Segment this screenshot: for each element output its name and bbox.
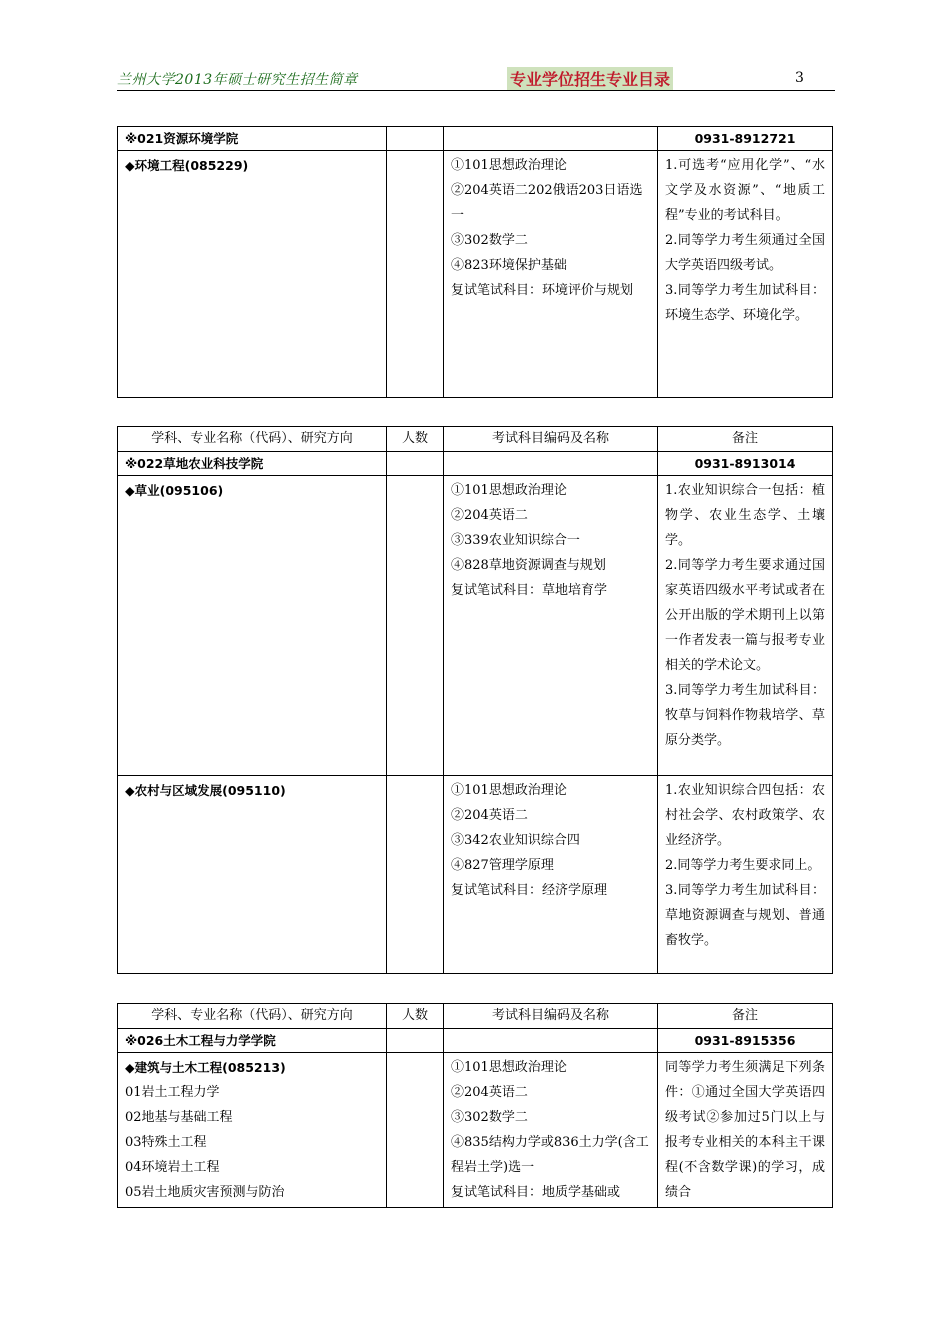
major-name: ◆草业(095106)	[125, 483, 224, 498]
quota-cell	[387, 452, 444, 476]
major-row	[118, 1053, 833, 1208]
college-name: ※026土木工程与力学学院	[118, 1029, 387, 1053]
college-phone: 0931-8915356	[658, 1029, 833, 1053]
exam-item: ②204英语二202俄语203日语选一	[451, 183, 643, 223]
exam-subjects	[444, 776, 658, 974]
header-exams: 考试科目编码及名称	[444, 1004, 658, 1029]
exam-item: 复试笔试科目：草地培育学	[451, 583, 608, 598]
exam-item: 复试笔试科目：经济学原理	[451, 883, 608, 898]
remarks	[658, 476, 833, 776]
research-direction: 01岩土工程力学	[125, 1085, 220, 1100]
section-table-021	[117, 126, 833, 398]
quota-cell	[387, 776, 444, 974]
major-cell	[118, 151, 387, 398]
remark-item: 1.农业知识综合四包括：农村社会学、农村政策学、农业经济学。	[665, 783, 825, 848]
college-phone: 0931-8913014	[658, 452, 833, 476]
remark-item: 3.同等学力考生加试科目：环境生态学、环境化学。	[665, 283, 825, 323]
remark-item: 1.农业知识综合一包括：植物学、农业生态学、土壤学。	[665, 483, 825, 548]
college-row	[118, 452, 833, 476]
table-header-row	[118, 427, 833, 452]
exam-item: ③302数学二	[451, 1110, 528, 1125]
exam-item: ②204英语二	[451, 808, 528, 823]
exam-subjects	[444, 1053, 658, 1208]
quota-cell	[387, 127, 444, 151]
quota-cell	[387, 476, 444, 776]
page-header	[117, 66, 835, 91]
remarks	[658, 151, 833, 398]
remark-item: 同等学力考生须满足下列条件：①通过全国大学英语四级考试②参加过5门以上与报考专业相关的本科主干课程(不含数学课)的学习，成绩合	[665, 1060, 825, 1200]
college-phone: 0931-8912721	[658, 127, 833, 151]
brochure-title: 兰州大学2013年硕士研究生招生简章	[117, 72, 358, 88]
exam-subjects	[444, 476, 658, 776]
header-quota: 人数	[387, 427, 444, 452]
research-direction: 05岩土地质灾害预测与防治	[125, 1185, 285, 1200]
exam-item: ②204英语二	[451, 1085, 528, 1100]
major-name: ◆环境工程(085229)	[125, 158, 249, 173]
exam-item: ④823环境保护基础	[451, 258, 567, 273]
table-header-row	[118, 1004, 833, 1029]
remark-item: 2.同等学力考生要求通过国家英语四级水平考试或者在公开出版的学术期刊上以第一作者发表一篇与报考专业相关的学术论文。	[665, 558, 825, 673]
college-row	[118, 127, 833, 151]
major-row	[118, 476, 833, 776]
remarks	[658, 1053, 833, 1208]
header-quota: 人数	[387, 1004, 444, 1029]
college-row	[118, 1029, 833, 1053]
exam-item: ①101思想政治理论	[451, 1060, 567, 1075]
header-remarks: 备注	[658, 1004, 833, 1029]
exam-item: 复试笔试科目：地质学基础或	[451, 1185, 621, 1200]
college-name: ※022草地农业科技学院	[118, 452, 387, 476]
remark-item: 1.可选考“应用化学”、“水文学及水资源”、“地质工程”专业的考试科目。	[665, 158, 825, 223]
research-direction: 03特殊土工程	[125, 1135, 207, 1150]
section-table-026	[117, 1003, 833, 1208]
remark-item: 2.同等学力考生要求同上。	[665, 858, 821, 873]
header-remarks: 备注	[658, 427, 833, 452]
exam-subjects	[444, 151, 658, 398]
major-cell	[118, 476, 387, 776]
remark-item: 3.同等学力考生加试科目：牧草与饲料作物栽培学、草原分类学。	[665, 683, 825, 748]
quota-cell	[387, 1053, 444, 1208]
major-cell	[118, 1053, 387, 1208]
exam-item: ③342农业知识综合四	[451, 833, 580, 848]
major-row	[118, 776, 833, 974]
catalog-title: 专业学位招生专业目录	[507, 67, 673, 90]
exam-cell	[444, 452, 658, 476]
major-cell	[118, 776, 387, 974]
section-table-022	[117, 426, 833, 974]
quota-cell	[387, 1029, 444, 1053]
exam-cell	[444, 1029, 658, 1053]
exam-item: ④835结构力学或836土力学(含工程岩土学)选一	[451, 1135, 649, 1175]
exam-item: ①101思想政治理论	[451, 483, 567, 498]
remark-item: 3.同等学力考生加试科目：草地资源调查与规划、普通畜牧学。	[665, 883, 825, 948]
exam-item: ③339农业知识综合一	[451, 533, 580, 548]
exam-item: ④827管理学原理	[451, 858, 554, 873]
college-name: ※021资源环境学院	[118, 127, 387, 151]
exam-item: ①101思想政治理论	[451, 783, 567, 798]
exam-item: 复试笔试科目：环境评价与规划	[451, 283, 634, 298]
header-major: 学科、专业名称（代码）、研究方向	[118, 427, 387, 452]
quota-cell	[387, 151, 444, 398]
remark-item: 2.同等学力考生须通过全国大学英语四级考试。	[665, 233, 825, 273]
exam-item: ①101思想政治理论	[451, 158, 567, 173]
exam-item: ③302数学二	[451, 233, 528, 248]
exam-item: ②204英语二	[451, 508, 528, 523]
major-name: ◆建筑与土木工程(085213)	[125, 1060, 286, 1075]
major-row	[118, 151, 833, 398]
exam-item: ④828草地资源调查与规划	[451, 558, 606, 573]
research-direction: 04环境岩土工程	[125, 1160, 220, 1175]
research-direction: 02地基与基础工程	[125, 1110, 233, 1125]
page-number: 3	[795, 70, 804, 86]
major-name: ◆农村与区域发展(095110)	[125, 783, 286, 798]
header-exams: 考试科目编码及名称	[444, 427, 658, 452]
exam-cell	[444, 127, 658, 151]
header-major: 学科、专业名称（代码）、研究方向	[118, 1004, 387, 1029]
remarks	[658, 776, 833, 974]
